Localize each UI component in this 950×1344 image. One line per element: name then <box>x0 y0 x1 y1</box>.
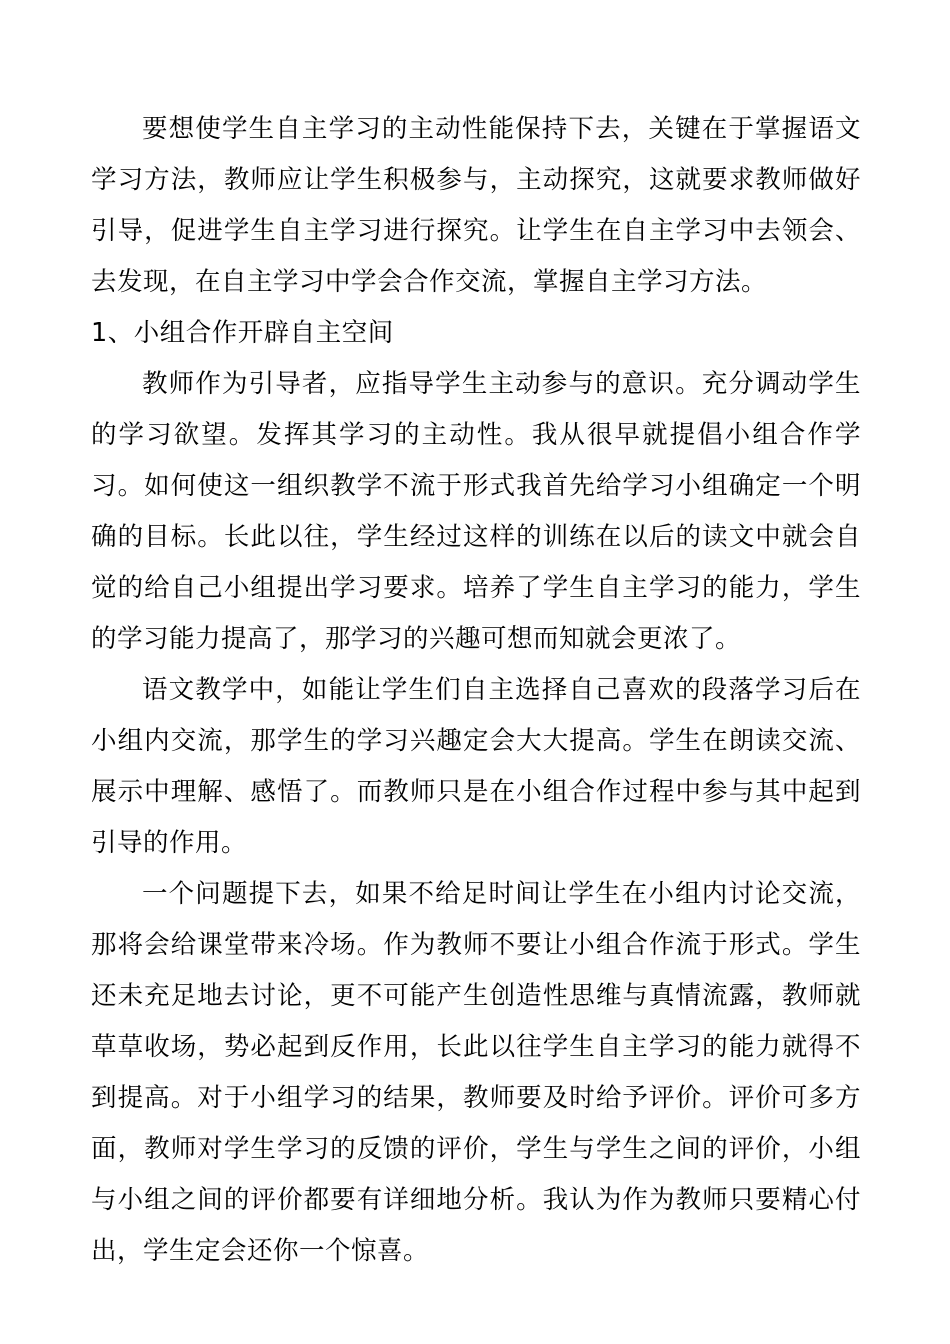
section-heading: 1、小组合作开辟自主空间 <box>91 318 394 348</box>
paragraph-intro: 要想使学生自主学习的主动性能保持下去，关键在于掌握语文学习方法，教师应让学生积极参与，主动探究，这就要求教师做好引导，促进学生自主学习进行探究。让学生在自主学习中去领会、去发现，在自主学习中学会合作交流，掌握自主学习方法。 <box>91 114 861 297</box>
paragraph-discussion-evaluation: 一个问题提下去，如果不给足时间让学生在小组内讨论交流，那将会给课堂带来冷场。作为教师不要让小组合作流于形式。学生还未充足地去讨论，更不可能产生创造性思维与真情流露，教师就草草收场，势必起到反作用，长此以往学生自主学习的能力就得不到提高。对于小组学习的结果，教师要及时给予评价。评价可多方面，教师对学生学习的反馈的评价，学生与学生之间的评价，小组与小组之间的评价都要有详细地分析。我认为作为教师只要精心付出，学生定会还你一个惊喜。 <box>91 879 861 1266</box>
paragraph-chinese-teaching: 语文教学中，如能让学生们自主选择自己喜欢的段落学习后在小组内交流，那学生的学习兴趣定会大大提高。学生在朗读交流、展示中理解、感悟了。而教师只是在小组合作过程中参与其中起到引导的作用。 <box>91 675 861 858</box>
document-page <box>91 104 861 1277</box>
paragraph-group-cooperation: 教师作为引导者，应指导学生主动参与的意识。充分调动学生的学习欲望。发挥其学习的主动性。我从很早就提倡小组合作学习。如何使这一组织教学不流于形式我首先给学习小组确定一个明确的目标。长此以往，学生经过这样的训练在以后的读文中就会自觉的给自己小组提出学习要求。培养了学生自主学习的能力，学生的学习能力提高了，那学习的兴趣可想而知就会更浓了。 <box>91 369 861 654</box>
